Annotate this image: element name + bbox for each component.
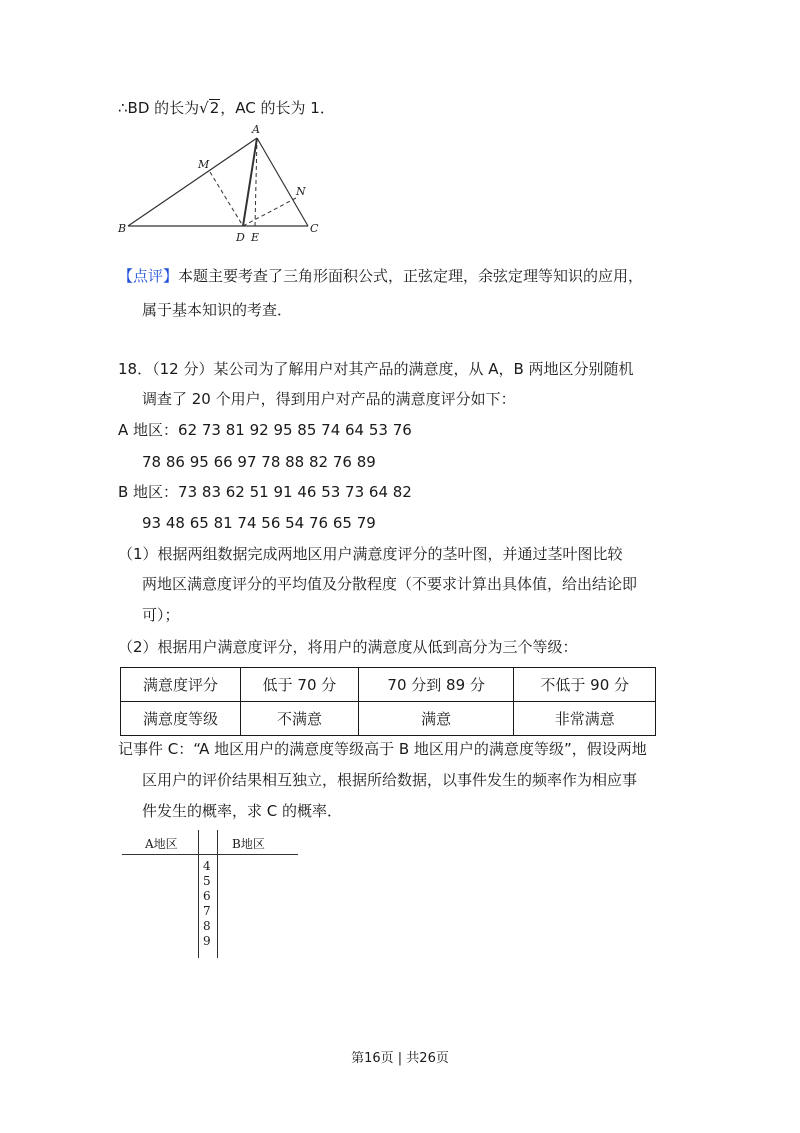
table-cell: 满意度评分 bbox=[121, 668, 241, 702]
comment-tag: 【点评】 bbox=[118, 267, 179, 285]
satisfaction-table bbox=[120, 667, 656, 736]
table-cell: 70 分到 89 分 bbox=[358, 668, 514, 702]
stem-value: 6 bbox=[203, 889, 211, 903]
event-line-3: 件发生的概率，求 C 的概率． bbox=[142, 802, 343, 820]
comment-text-1: 本题主要考查了三角形面积公式，正弦定理，余弦定理等知识的应用， bbox=[178, 267, 644, 285]
question-2-line-1: （2）根据用户满意度评分，将用户的满意度从低到高分为三个等级： bbox=[118, 638, 578, 656]
region-b-scores-2: 93 48 65 81 74 56 54 76 65 79 bbox=[142, 514, 376, 532]
label-e: E bbox=[251, 231, 260, 244]
table-cell: 非常满意 bbox=[514, 702, 656, 736]
label-c: C bbox=[310, 222, 319, 235]
region-a-scores-2: 78 86 95 66 97 78 88 82 76 89 bbox=[142, 453, 376, 471]
table-cell: 不满意 bbox=[241, 702, 359, 736]
sqrt-radicand: 2 bbox=[209, 99, 220, 117]
region-b-scores-1: B 地区：73 83 62 51 91 46 53 73 64 82 bbox=[118, 483, 412, 501]
triangle-figure bbox=[110, 120, 350, 250]
segment-dm bbox=[210, 172, 243, 226]
label-a: A bbox=[252, 123, 260, 136]
segment-dn bbox=[243, 198, 296, 226]
table-cell: 低于 70 分 bbox=[241, 668, 359, 702]
question-1-line-3: 可）； bbox=[142, 606, 180, 624]
table-row bbox=[121, 668, 656, 702]
conclusion-prefix: ∴BD 的长为 bbox=[118, 99, 200, 117]
event-line-1: 记事件 C：“A 地区用户的满意度等级高于 B 地区用户的满意度等级”，假设两地 bbox=[118, 740, 647, 758]
side-ab bbox=[128, 138, 257, 226]
problem-line-1: 18．（12 分）某公司为了解用户对其产品的满意度，从 A，B 两地区分别随机 bbox=[118, 360, 634, 378]
label-d: D bbox=[236, 231, 245, 244]
table-cell: 不低于 90 分 bbox=[514, 668, 656, 702]
stem-leaf-right-divider bbox=[217, 830, 218, 958]
label-m: M bbox=[198, 158, 210, 171]
table-cell: 满意度等级 bbox=[121, 702, 241, 736]
stem-value: 4 bbox=[203, 859, 211, 873]
problem-line-2: 调查了 20 个用户，得到用户对产品的满意度评分如下： bbox=[142, 390, 516, 408]
stem-value: 7 bbox=[203, 904, 211, 918]
event-line-2: 区用户的评价结果相互独立，根据所给数据，以事件发生的频率作为相应事 bbox=[142, 771, 638, 789]
question-1-line-2: 两地区满意度评分的平均值及分散程度（不要求计算出具体值，给出结论即 bbox=[142, 575, 638, 593]
stem-leaf-left-header: A地区 bbox=[145, 837, 178, 851]
page-footer: 第16页 | 共26页 bbox=[351, 1051, 449, 1066]
stem-value: 5 bbox=[203, 874, 211, 888]
conclusion-line bbox=[118, 97, 335, 119]
comment-line-1 bbox=[118, 265, 643, 287]
stem-leaf-header-rule bbox=[122, 854, 298, 855]
table-cell: 满意 bbox=[358, 702, 514, 736]
label-n: N bbox=[296, 185, 306, 198]
side-ac bbox=[257, 138, 308, 226]
stem-leaf-right-header: B地区 bbox=[232, 837, 265, 851]
table-row bbox=[121, 702, 656, 736]
question-1-line-1: （1）根据两组数据完成两地区用户满意度评分的茎叶图，并通过茎叶图比较 bbox=[118, 545, 623, 563]
segment-ad bbox=[243, 138, 257, 226]
sqrt-expression: √2 bbox=[199, 99, 220, 117]
region-a-scores-1: A 地区：62 73 81 92 95 85 74 64 53 76 bbox=[118, 421, 412, 439]
stem-value: 8 bbox=[203, 919, 211, 933]
stem-leaf-left-divider bbox=[198, 830, 199, 958]
comment-line-2: 属于基本知识的考查． bbox=[142, 301, 293, 319]
conclusion-suffix: ，AC 的长为 1． bbox=[220, 99, 335, 117]
stem-value: 9 bbox=[203, 934, 211, 948]
label-b: B bbox=[118, 222, 127, 235]
